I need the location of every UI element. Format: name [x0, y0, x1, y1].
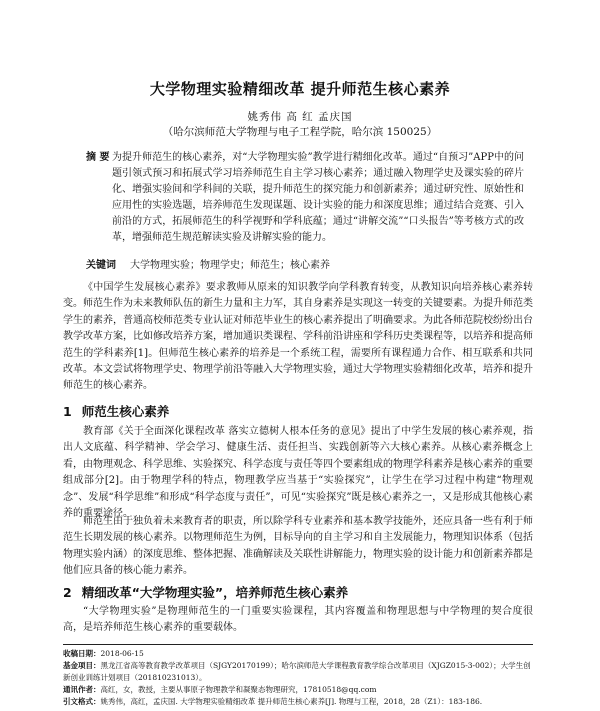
citation-text: 姚秀伟，高红，孟庆国. 大学物理实验精细改革 提升师范生核心素养[J]. 物理与工程，2018，28（Z1）：183-186.: [100, 697, 483, 706]
citation-label: 引文格式：: [63, 697, 101, 706]
contact-label: 通讯作者：: [63, 685, 101, 694]
footnote-fund: [63, 660, 533, 683]
paper-title: 大学物理实验精细改革 提升师范生核心素养: [149, 80, 451, 98]
section-1-paragraph-2: 师范生由于独负着未来教育者的职责，所以除学科专业素养和基本教学技能外，还应具备一些有利于师范生长期发展的核心素养。以物理师范生为例，目标导向的自主学习和自主发展能力，物理知识体系（包括物理实验内涵）的深度思维、整体把握、准确解读及关联性讲解能力，物理实验的设计能力和创新素养都是他们应具备的核心能力素养。: [63, 516, 533, 577]
section-2-paragraph-1: “大学物理实验”是物理师范生的一门重要实验课程，其内容覆盖和物理思想与中学物理的契合度很高，是培养师范生核心素养的重要载体。: [63, 606, 533, 634]
footnote-contact: [63, 684, 533, 696]
fund-text: 黑龙江省高等教育教学改革项目（SJGY20170199）；哈尔滨师范大学课程教育教学综合改革项目（XJGZ015-3-002）；大学生创新创业训练计划项目（201810231013）。: [63, 661, 531, 682]
intro-paragraph: 《中国学生发展核心素养》要求教师从原来的知识教学向学科教育转变，从教知识向培养核心素养转变。师范生作为未来教师队伍的新生力量和主力军，其自身素养是实现这一转变的关键要素。为提升师范类学生的素养，普通高校师范类专业认证对师范毕业生的核心素养提出了明确要求。为此各师范院校纷纷出台教学改革方案，比如修改培养方案，增加通识类课程、学科前沿讲座和学科历史类课程等，以培养和提高师范生的学科素养[1]。但师范生核心素养的培养是一个系统工程，需要所有课程通力合作、相互联系和共同改革。本文尝试将物理学史、物理学前沿等融入大学物理实验，通过大学物理实验精细化改革，培养和提升师范生的核心素养。: [63, 282, 533, 392]
section-1-paragraph-1: 教育部《关于全面深化课程改革 落实立德树人根本任务的意见》提出了中学生发展的核心素养观，指出人文底蕴、科学精神、学会学习、健康生活、责任担当、实践创新等六大核心素养。从核心素养概念上看，由物理观念、科学思维、实验探究、科学态度与责任等四个要素组成的物理学科素养是核心素养的重要组成部分[2]。由于物理学科的特点，物理教学应当基于“实验探究”，让学生在学习过程中构建“物理观念”、发展“科学思维”和形成“科学态度与责任”，可见“实验探究”既是核心素养之一，又是形成其他核心素养的重要途径。: [63, 426, 533, 520]
keywords-block: [86, 258, 524, 274]
fund-label: 基金项目：: [63, 661, 101, 670]
keywords-label: 关键词: [86, 260, 116, 271]
abstract-text: 为提升师范生的核心素养，对“大学物理实验”教学进行精细化改革。通过“自预习”APP中的问题引领式预习和拓展式学习培养师范生自主学习核心素养；通过融入物理学史及课实验的碎片化、增强实验间和学科间的关联，提升师范生的探究能力和创新素养；通过研究性、原始性和应用性的实验选题，培养师范生发现谋题、设计实验的能力和深度思维；通过结合竞赛、引入前沿的方式，拓展师范生的科学视野和学科底蕴；通过“讲解交流”“口头报告”等考核方式的改革，增强师范生规范解读实验及讲解实验的能力。: [112, 152, 524, 243]
footnote-received: [63, 648, 533, 660]
abstract-block: [86, 150, 524, 246]
footnote-citation: [63, 696, 533, 708]
received-label: 收稿日期：: [63, 649, 101, 658]
section-1-title: 师范生核心素养: [81, 404, 170, 419]
contact-text: 高红，女，教授，主要从事原子物理教学和凝聚态物理研究，17810518@qq.com: [100, 685, 377, 694]
keywords-text: 大学物理实验；物理学史；师范生；核心素养: [130, 260, 330, 271]
author-list: 姚秀伟 高 红 孟庆国: [247, 111, 353, 123]
footnote-divider: [63, 644, 533, 645]
section-2-title: 精细改革“大学物理实验”，培养师范生核心素养: [81, 585, 349, 600]
section-2-heading: [63, 583, 348, 601]
affiliation: （哈尔滨师范大学物理与电子工程学院，哈尔滨 150025）: [162, 126, 438, 138]
section-1-heading: [63, 402, 169, 420]
received-date: 2018-06-15: [100, 649, 144, 658]
section-1-number: 1: [63, 404, 72, 419]
section-2-number: 2: [63, 585, 72, 600]
abstract-label: 摘 要: [86, 152, 110, 163]
